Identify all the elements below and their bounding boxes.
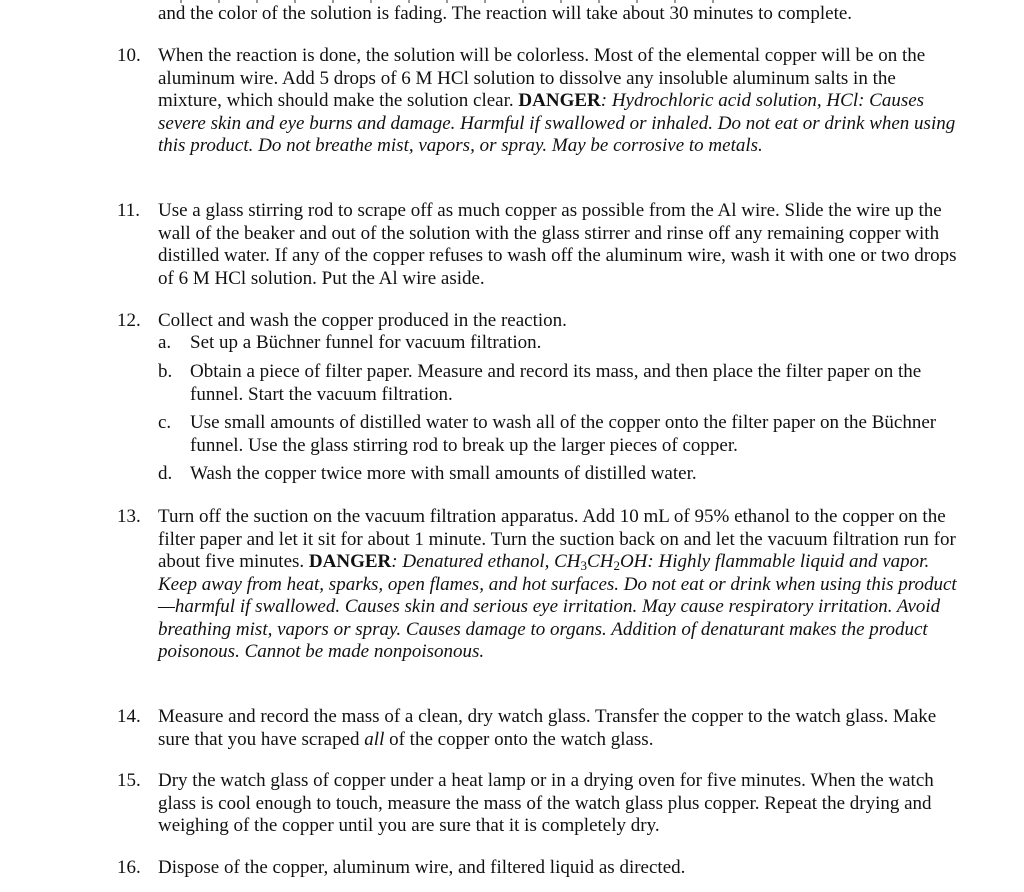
substep-letter: b.: [158, 361, 173, 382]
emphasis: all: [364, 728, 385, 750]
substep-a: [158, 332, 978, 355]
continued-paragraph: [158, 3, 978, 26]
danger-warning: : Hydrochloric acid solution, HCl: Causes severe skin and eye burns and damage. Harmful if swallowed or inhaled. Do not eat or drink when using this product. Do not breathe mist, vapors, or spray. May be corrosive to metals.: [158, 90, 956, 156]
substep-letter: c.: [158, 412, 172, 433]
substep-c: [158, 412, 978, 457]
formula-part: CH: [587, 551, 614, 572]
step-number: 13.: [117, 506, 141, 527]
substep-text: Use small amounts of distilled water to wash all of the copper onto the filter paper on the Büchner funnel. Use the glass stirring rod to break up the larger pieces of copper.: [190, 412, 937, 456]
step-number: 11.: [117, 200, 141, 221]
substep-letter: d.: [158, 463, 173, 484]
step-number: 12.: [117, 310, 141, 331]
danger-label: DANGER: [308, 551, 392, 572]
step-number: 14.: [117, 706, 141, 727]
step-text: Dry the watch glass of copper under a heat lamp or in a drying oven for five minutes. When the watch glass is cool enough to touch, measure the mass of the watch glass plus copper. Repeat the drying and weighing of the copper until you are sure that it is completely dry.: [158, 770, 934, 836]
substep-text: Wash the copper twice more with small amounts of distilled water.: [190, 463, 697, 484]
step-13: [0, 506, 1024, 664]
step-15: [0, 770, 1024, 838]
step-number: 15.: [117, 770, 141, 791]
formula-subscript: 3: [580, 558, 588, 573]
substep-text: Set up a Büchner funnel for vacuum filtration.: [190, 332, 542, 353]
step-11: [0, 200, 1024, 290]
continued-text: and the color of the solution is fading. The reaction will take about 30 minutes to complete.: [158, 3, 853, 24]
step-10: [0, 45, 1024, 158]
step-text: Measure and record the mass of a clean, dry watch glass. Transfer the copper to the watch glass. Make sure that you have scraped all of the copper onto the watch glass.: [158, 706, 937, 750]
danger-intro: : Denatured ethanol, CH: [391, 551, 581, 572]
step-text: Collect and wash the copper produced in the reaction.: [158, 310, 567, 331]
step-14: [0, 706, 1024, 751]
danger-label: DANGER: [518, 90, 601, 111]
step-number: 10.: [117, 45, 141, 66]
substep-d: [158, 463, 978, 486]
formula-subscript: 2: [613, 558, 620, 573]
substep-text: Obtain a piece of filter paper. Measure and record its mass, and then place the filter paper on the funnel. Start the vacuum filtration.: [190, 361, 922, 405]
step-text: Dispose of the copper, aluminum wire, and filtered liquid as directed.: [158, 857, 686, 878]
step-text: Turn off the suction on the vacuum filtration apparatus. Add 10 mL of 95% ethanol to the copper on the filter paper and let it sit for about 1 minute. Turn the suction back on and let the vacuum filtration run for about five minutes. DANGER: Denatured ethanol, CH3CH2OH: Highly flammable liquid and vapor. Keep away from heat, sparks, open flames, and hot surfaces. Do not eat or drink when using this product—harmful if swallowed. Causes skin and serious eye irritation. May cause respiratory irritation. Avoid breathing mist, vapors or spray. Causes damage to organs. Addition of denaturant makes the product poisonous. Cannot be made nonpoisonous.: [158, 506, 957, 662]
substep-letter: a.: [158, 332, 172, 353]
formula-part: OH:: [619, 551, 654, 572]
substep-b: [158, 361, 978, 406]
step-16: [0, 857, 1024, 880]
step-text: When the reaction is done, the solution will be colorless. Most of the elemental copper will be on the aluminum wire. Add 5 drops of 6 M HCl solution to dissolve any insoluble aluminum salts in the mixture, which should make the solution clear. DANGER: Hydrochloric acid solution, HCl: Causes severe skin and eye burns and damage. Harmful if swallowed or inhaled. Do not eat or drink when using this product. Do not breathe mist, vapors, or spray. May be corrosive to metals.: [158, 45, 956, 156]
step-12: [0, 310, 1024, 333]
danger-warning: Highly flammable liquid and vapor. Keep away from heat, sparks, open flames, and hot surfaces. Do not eat or drink when using this product—harmful if swallowed. Causes skin and serious eye irritation. May cause respiratory irritation. Avoid breathing mist, vapors or spray. Causes damage to organs. Addition of denaturant makes the product poisonous. Cannot be made nonpoisonous.: [158, 551, 957, 662]
step-text: Use a glass stirring rod to scrape off as much copper as possible from the Al wire. Slide the wire up the wall of the beaker and out of the solution with the glass stirrer and rinse off any remaining copper with distilled water. If any of the copper refuses to wash off the aluminum wire, wash it with one or two drops of 6 M HCl solution. Put the Al wire aside.: [158, 200, 957, 289]
step-number: 16.: [117, 857, 141, 878]
